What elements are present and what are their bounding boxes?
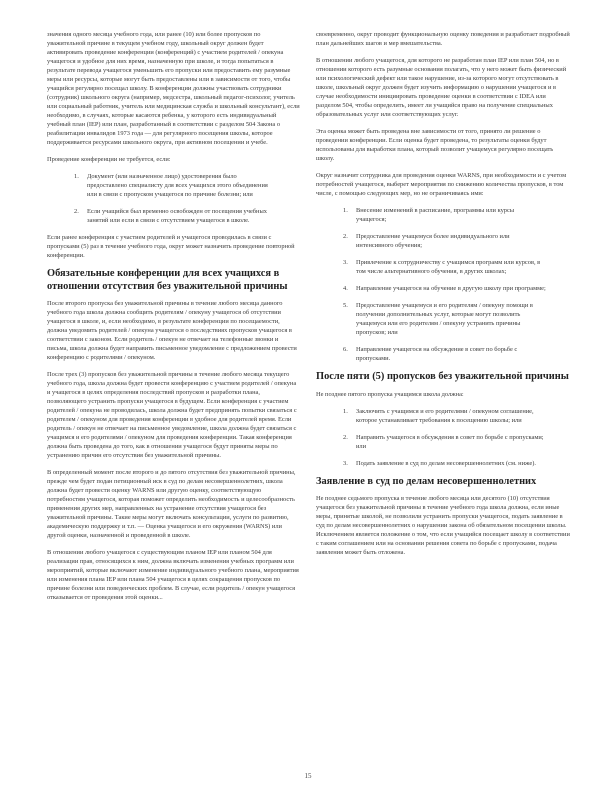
- list-number: 1.: [74, 173, 79, 180]
- list-item-text: Направление учащегося на обсуждение в совет по борьбе с пропусками.: [356, 346, 518, 362]
- list-item: [47, 207, 300, 225]
- numbered-list: [316, 407, 570, 468]
- paragraph: После трех (3) пропусков без уважительной причины в течение любого месяца текущего учебного года, школа должна будет провести конференцию с участием родителей / опекуна и учащегося в целях определения последствий пропусков и разработки плана, позволяющего устранить пропуски учащегося в будущем. Если конференция с участием родителей / опекуна не проводилась, школа должна будет предпринять попытки связаться с родителем / опекуном для проведения конференции в удобное для родителей время. Если родитель / опекун не отвечает на письменное уведомление, школа должна будет связаться с учащимся и его родителями / опекуном для проведения конференции. Такая конференция должна быть проведена до того, как в отношении учащегося будут приняты меры по устранению причин его отсутствия без уважительной причины.: [47, 371, 297, 459]
- list-item-text: Направление учащегося на обучение в другую школу при программе;: [356, 285, 546, 292]
- list-number: 2.: [74, 208, 79, 215]
- list-number: 1.: [343, 407, 348, 415]
- page-number: 15: [304, 772, 312, 780]
- list-item: [316, 407, 570, 425]
- paragraph: своевременно, округ проводит функциональную оценку поведения и разработает подробный план дальнейших шагов и мер вмешательства.: [316, 31, 570, 47]
- list-item-text: Заключить с учащимся и его родителями / опекуном соглашение, которое устанавливает требования к посещению школы; или: [356, 407, 534, 424]
- section-heading: Обязательные конференции для всех учащихся в отношении отсутствия без уважительной причины: [47, 268, 288, 292]
- list-item-text: Подать заявление в суд по делам несовершеннолетних (см. ниже).: [356, 459, 536, 467]
- right-column: [316, 30, 570, 565]
- list-item: [316, 433, 570, 451]
- list-number: 3.: [343, 259, 348, 266]
- paragraph: Округ назначит сотрудника для проведения оценки WARNS, при необходимости и с учетом потребностей учащегося, выберет мероприятия по снижению количества пропусков, в том числе, с помощью следующих мер, но не ограничиваясь ими:: [316, 172, 567, 197]
- paragraph: Не позднее седьмого пропуска в течение любого месяца или десятого (10) отсутствия учащегося без уважительной причины в течение учебного года школа должна, если иные меры, принятые школой, не позволили устранить пропуски учащегося, подать заявление в суд по делам несовершеннолетних о нарушении закона об обязательном посещении школы. Исключением является положение о том, что если учащийся посещает школу в соответствии с таким соглашением или на основании решения совета по борьбе с пропусками, подача заявления может быть отложена.: [316, 495, 570, 556]
- paragraph: В отношении любого учащегося с существующим планом IEP или планом 504 для реализации прав, относящихся к ним, должна включать изменения учебных программ или мероприятий, которые включают изменение индивидуального учебного плана, мероприятия или изменения плана IEP или плана 504 учащегося в целях сокращения пропусков по причине болезни или поведенческих проблем. В случае, если родитель / опекун учащегося отказывается от проведения этой оценки...: [47, 549, 299, 601]
- list-number: 1.: [343, 207, 348, 214]
- list-item-text: Предоставление учащемуся и его родителям / опекуну помощи в получении дополнительных услуг, которые могут позволить учащемуся или его родителям / опекуну устранить причины пропусков; или: [356, 302, 533, 336]
- paragraph: Проведение конференции не требуется, если:: [47, 156, 171, 163]
- list-item-text: Направить учащегося в обсуждения в совет по борьбе с пропусками; или: [356, 433, 544, 450]
- numbered-list: [316, 206, 570, 363]
- paragraph: Эта оценка может быть проведена вне зависимости от того, принято ли решение о проведении конференции. Если оценка будет проведена, то результаты оценки будут использованы для выработки плана, который позволит учащемуся регулярно посещать школу.: [316, 128, 554, 162]
- list-number: 6.: [343, 346, 348, 353]
- list-item: [316, 301, 570, 337]
- left-column: [47, 30, 300, 610]
- section-heading: После пяти (5) пропусков без уважительной причины: [316, 371, 569, 382]
- list-number: 3.: [343, 459, 348, 467]
- list-item: [316, 232, 570, 250]
- list-item: [316, 459, 570, 468]
- section-heading: Заявление в суд по делам несовершеннолетних: [316, 475, 537, 487]
- paragraph: В определенный момент после второго и до пятого отсутствия без уважительной причины, прежде чем будет подан петиционный иск в суд по делам несовершеннолетних, школа должна будет провести оценку WARNS или другую оценку, соответствующую потребностям учащегося, которая поможет определить необходимость и целесообразность применения других мер, направленных на устранение отсутствия учащегося без уважительной причины. Такие меры могут включать консультации, услуги по развитию, академическую поддержку и т.п. — Оценка учащегося и его окружения (WARNS) или другой оценки, назначенной и проведенной в школе.: [47, 469, 296, 539]
- numbered-list: [47, 172, 300, 225]
- list-number: 2.: [343, 233, 348, 240]
- list-item-text: Внесение изменений в расписание, программы или курсы учащегося;: [356, 207, 515, 223]
- list-item: [316, 206, 570, 224]
- list-item: [316, 345, 570, 363]
- list-item-text: Предоставление учащемуся более индивидуального или интенсивного обучения;: [356, 233, 510, 249]
- list-number: 4.: [343, 285, 348, 292]
- paragraph: После второго пропуска без уважительной причины в течение любого месяца данного учебного года школа должна сообщить родителям / опекуну учащегося об отсутствии учащегося в школе, и, если необходимо, в результате конференции по посещаемости, должна уведомить родителей / опекуна учащегося о последствиях пропусков учащегося в соответствии с законом. Если родитель / опекун не отвечает на телефонные звонки и письма, школа должна будет направить письменное уведомление с предложением провести конференцию с родителями / опекуном.: [47, 300, 297, 361]
- paragraph: значения одного месяца учебного года, или ранее (10) или более пропусков по уважительной причине в текущем учебном году, школьный округ должен будет активировать проведение конференции (конференций) с участием родителей / опекуна учащегося и удобное для них время, назначенную при школе, и тогда попытаться в результате перевода учащегося уменьшить его пропуски или предоставить ему разумные меры или ресурсы, которые могут быть предоставлены или в зависимости от того, чтобы учащийся регулярно посещал школу. В конференции должны участвовать сотрудники (сотрудник) школьного округа (например, медсестра, школьный педагог-психолог, учитель или социальный работник, учитель или медицинская служба и школьный консультант), если необходимо, в случаях, которые касаются ребенка, у которого есть индивидуальный учебный план (IEP) или план, разработанный в соответствии с разделом 504 Закона о реабилитации инвалидов 1973 года — для регулярного посещения школы, которое поддерживается ресурсами школьного округа, при активном посещении и учебе.: [47, 31, 300, 146]
- list-number: 5.: [343, 302, 348, 309]
- list-item: [316, 284, 570, 293]
- list-item: [47, 172, 300, 199]
- list-item-text: Документ (или назначенное лицо) удостоверения было предоставлено специалисту для всех учащихся этого объединения или в связи с пропуском учащегося по причине болезни; или: [87, 173, 268, 198]
- paragraph: Не позднее пятого пропуска учащимся школа должна:: [316, 390, 464, 398]
- paragraph: В отношении любого учащегося, для которого не разработан план IEP или план 504, но в отношении которого есть разумные основания полагать, что у него может быть физический или психологический дефект или такое нарушение, из-за которого могут отсутствовать в школе, школьный округ должен будет изучить информацию о нарушении учащегося и в случае необходимости инициировать проведение оценки в соответствии с IDEA или разделом 504, чтобы определить, имеет ли учащийся право на получение специальных образовательных услуг или соответствующих услуг.: [316, 57, 567, 118]
- paragraph: Если ранее конференция с участием родителей и учащегося проводилась в связи с пропусками (5) раз в течение учебного года, округ может назначить проведение повторной конференции.: [47, 234, 295, 259]
- list-item-text: Привлечение к сотрудничеству с учащимся программ или курсов, в том числе альтернативного обучения, в других школах;: [356, 259, 541, 275]
- list-item: [316, 258, 570, 276]
- list-item-text: Если учащийся был временно освобожден от посещения учебных занятий или если в связи с отсутствием учащегося в школе.: [87, 208, 267, 224]
- list-number: 2.: [343, 433, 348, 441]
